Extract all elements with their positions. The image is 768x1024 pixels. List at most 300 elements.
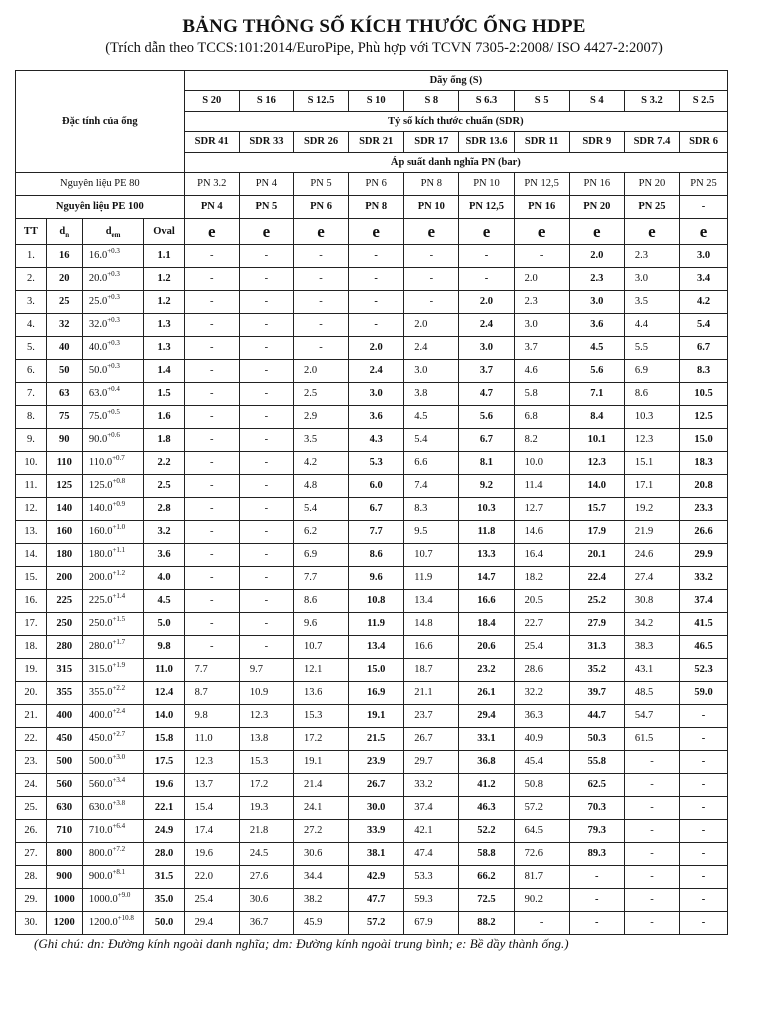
series-cell: S 8 <box>404 91 459 112</box>
wall-thickness-cell: 31.3 <box>569 636 624 659</box>
mean-diameter <box>82 544 144 567</box>
series-cell: S 16 <box>239 91 293 112</box>
nominal-diameter: 450 <box>46 728 82 751</box>
wall-thickness-cell: - <box>239 452 293 475</box>
ovality: 4.5 <box>144 590 184 613</box>
wall-thickness-cell: 8.3 <box>404 498 459 521</box>
tt-header: TT <box>16 219 47 245</box>
wall-thickness-cell: 15.0 <box>349 659 404 682</box>
wall-thickness-cell: 40.9 <box>514 728 569 751</box>
mean-diameter-value: 280.0 <box>88 641 113 652</box>
wall-thickness-cell: - <box>404 245 459 268</box>
wall-thickness-cell: 3.8 <box>404 383 459 406</box>
table-row <box>16 406 728 429</box>
wall-thickness-cell: 12.3 <box>239 705 293 728</box>
row-number: 23. <box>16 751 47 774</box>
mean-diameter <box>82 429 144 452</box>
wall-thickness-cell: 16.4 <box>514 544 569 567</box>
table-row <box>16 475 728 498</box>
wall-thickness-cell: 14.7 <box>459 567 514 590</box>
wall-thickness-cell: 3.0 <box>569 291 624 314</box>
mean-diameter <box>82 452 144 475</box>
mean-diameter <box>82 820 144 843</box>
wall-thickness-cell: 6.9 <box>624 360 679 383</box>
ovality: 1.3 <box>144 314 184 337</box>
row-number: 19. <box>16 659 47 682</box>
pe80-label: Nguyên liệu PE 80 <box>16 173 185 196</box>
mean-diameter-tolerance: +1.0 <box>112 523 126 531</box>
wall-thickness-cell: - <box>680 820 728 843</box>
wall-thickness-cell: 29.4 <box>184 912 239 935</box>
ovality: 2.8 <box>144 498 184 521</box>
wall-thickness-cell: 2.0 <box>404 314 459 337</box>
row-number: 8. <box>16 406 47 429</box>
series-cell: S 5 <box>514 91 569 112</box>
pn-header: Áp suất danh nghĩa PN (bar) <box>184 153 727 173</box>
wall-thickness-cell: 8.3 <box>680 360 728 383</box>
wall-thickness-cell: - <box>404 268 459 291</box>
mean-diameter-value: 225.0 <box>88 595 113 606</box>
wall-thickness-cell: - <box>624 820 679 843</box>
wall-thickness-cell: 2.9 <box>293 406 348 429</box>
wall-thickness-cell: - <box>184 544 239 567</box>
wall-thickness-cell: 33.9 <box>349 820 404 843</box>
wall-thickness-cell: 29.7 <box>404 751 459 774</box>
wall-thickness-cell: 8.6 <box>293 590 348 613</box>
pipe-spec-table <box>15 70 728 935</box>
wall-thickness-cell: 30.8 <box>624 590 679 613</box>
row-number: 1. <box>16 245 47 268</box>
wall-thickness-cell: - <box>184 521 239 544</box>
table-row <box>16 659 728 682</box>
wall-thickness-cell: 9.6 <box>293 613 348 636</box>
wall-thickness-cell: 8.4 <box>569 406 624 429</box>
wall-thickness-cell: 26.6 <box>680 521 728 544</box>
wall-thickness-cell: 52.2 <box>459 820 514 843</box>
nominal-diameter: 180 <box>46 544 82 567</box>
wall-thickness-cell: 2.3 <box>569 268 624 291</box>
nominal-diameter: 125 <box>46 475 82 498</box>
nominal-diameter: 16 <box>46 245 82 268</box>
wall-thickness-cell: - <box>624 797 679 820</box>
ovality: 19.6 <box>144 774 184 797</box>
wall-thickness-cell: 70.3 <box>569 797 624 820</box>
table-row <box>16 774 728 797</box>
nominal-diameter: 110 <box>46 452 82 475</box>
wall-thickness-cell: 14.8 <box>404 613 459 636</box>
wall-thickness-cell: 55.8 <box>569 751 624 774</box>
nominal-diameter: 710 <box>46 820 82 843</box>
wall-thickness-cell: 10.0 <box>514 452 569 475</box>
table-row <box>16 912 728 935</box>
table-row <box>16 613 728 636</box>
pe100-pn-cell: PN 12,5 <box>459 196 514 219</box>
wall-thickness-cell: - <box>184 498 239 521</box>
mean-diameter-value: 63.0 <box>88 388 108 399</box>
mean-diameter <box>82 659 144 682</box>
wall-thickness-cell: 10.7 <box>404 544 459 567</box>
row-number: 22. <box>16 728 47 751</box>
wall-thickness-cell: - <box>239 567 293 590</box>
nominal-diameter: 20 <box>46 268 82 291</box>
pe100-pn-cell: PN 5 <box>239 196 293 219</box>
wall-thickness-cell: - <box>404 291 459 314</box>
wall-thickness-cell: 2.4 <box>459 314 514 337</box>
ovality: 17.5 <box>144 751 184 774</box>
wall-thickness-cell: 45.4 <box>514 751 569 774</box>
row-number: 15. <box>16 567 47 590</box>
mean-diameter-tolerance: +1.1 <box>112 546 126 554</box>
mean-diameter <box>82 682 144 705</box>
wall-thickness-cell: 39.7 <box>569 682 624 705</box>
wall-thickness-cell: - <box>184 406 239 429</box>
nominal-diameter: 40 <box>46 337 82 360</box>
wall-thickness-cell: 5.8 <box>514 383 569 406</box>
wall-thickness-cell: - <box>239 498 293 521</box>
mean-diameter <box>82 728 144 751</box>
ovality: 1.5 <box>144 383 184 406</box>
wall-thickness-cell: 72.5 <box>459 889 514 912</box>
table-row <box>16 245 728 268</box>
wall-thickness-cell: 5.3 <box>349 452 404 475</box>
wall-thickness-cell: - <box>239 406 293 429</box>
nominal-diameter: 75 <box>46 406 82 429</box>
ovality: 1.3 <box>144 337 184 360</box>
wall-thickness-cell: 3.5 <box>293 429 348 452</box>
wall-thickness-cell: - <box>624 774 679 797</box>
pe100-pn-cell: PN 16 <box>514 196 569 219</box>
wall-thickness-cell: 37.4 <box>404 797 459 820</box>
wall-thickness-cell: - <box>680 705 728 728</box>
row-number: 26. <box>16 820 47 843</box>
wall-thickness-cell: 7.1 <box>569 383 624 406</box>
wall-thickness-cell: 8.1 <box>459 452 514 475</box>
wall-thickness-cell: 27.4 <box>624 567 679 590</box>
wall-thickness-cell: - <box>349 291 404 314</box>
table-row <box>16 314 728 337</box>
mean-diameter <box>82 337 144 360</box>
wall-thickness-cell: 22.4 <box>569 567 624 590</box>
wall-thickness-cell: 27.6 <box>239 866 293 889</box>
mean-diameter-value: 500.0 <box>88 756 113 767</box>
wall-thickness-cell: 44.7 <box>569 705 624 728</box>
page-subtitle: (Trích dẫn theo TCCS:101:2014/EuroPipe, Phù hợp với TCVN 7305-2:2008/ ISO 4427-2:2007) <box>105 40 663 56</box>
wall-thickness-cell: - <box>293 337 348 360</box>
e-symbol-cell: e <box>239 219 293 245</box>
wall-thickness-cell: - <box>184 429 239 452</box>
wall-thickness-cell: 25.2 <box>569 590 624 613</box>
wall-thickness-cell: 21.9 <box>624 521 679 544</box>
mean-diameter-value: 450.0 <box>88 733 113 744</box>
wall-thickness-cell: 8.2 <box>514 429 569 452</box>
wall-thickness-cell: 2.3 <box>514 291 569 314</box>
dn-header <box>46 219 82 245</box>
nominal-diameter: 160 <box>46 521 82 544</box>
wall-thickness-cell: 50.8 <box>514 774 569 797</box>
wall-thickness-cell: 10.9 <box>239 682 293 705</box>
series-cell: S 10 <box>349 91 404 112</box>
nominal-diameter: 32 <box>46 314 82 337</box>
ovality: 1.2 <box>144 268 184 291</box>
wall-thickness-cell: - <box>349 268 404 291</box>
sdr-cell: SDR 33 <box>239 132 293 153</box>
wall-thickness-cell: 9.7 <box>239 659 293 682</box>
pe100-pn-cell: PN 8 <box>349 196 404 219</box>
e-symbol-cell: e <box>349 219 404 245</box>
dem-header-subscript: em <box>111 230 121 239</box>
wall-thickness-cell: 4.6 <box>514 360 569 383</box>
ovality: 1.4 <box>144 360 184 383</box>
row-number: 6. <box>16 360 47 383</box>
wall-thickness-cell: 10.5 <box>680 383 728 406</box>
wall-thickness-cell: 26.1 <box>459 682 514 705</box>
pe100-pn-cell: PN 6 <box>293 196 348 219</box>
wall-thickness-cell: 30.6 <box>239 889 293 912</box>
row-number: 16. <box>16 590 47 613</box>
nominal-diameter: 63 <box>46 383 82 406</box>
table-row <box>16 820 728 843</box>
wall-thickness-cell: 57.2 <box>514 797 569 820</box>
mean-diameter-tolerance: +0.8 <box>112 477 126 485</box>
wall-thickness-cell: 46.5 <box>680 636 728 659</box>
wall-thickness-cell: 47.4 <box>404 843 459 866</box>
mean-diameter <box>82 521 144 544</box>
wall-thickness-cell: 20.8 <box>680 475 728 498</box>
nominal-diameter: 400 <box>46 705 82 728</box>
ovality: 1.8 <box>144 429 184 452</box>
wall-thickness-cell: 6.7 <box>459 429 514 452</box>
table-row <box>16 567 728 590</box>
mean-diameter-tolerance: +2.4 <box>112 707 126 715</box>
wall-thickness-cell: 19.3 <box>239 797 293 820</box>
wall-thickness-cell: - <box>569 912 624 935</box>
wall-thickness-cell: - <box>624 843 679 866</box>
table-row <box>16 521 728 544</box>
wall-thickness-cell: 2.5 <box>293 383 348 406</box>
row-number: 14. <box>16 544 47 567</box>
wall-thickness-cell: 15.0 <box>680 429 728 452</box>
row-number: 30. <box>16 912 47 935</box>
wall-thickness-cell: 72.6 <box>514 843 569 866</box>
nominal-diameter: 1200 <box>46 912 82 935</box>
ovality: 14.0 <box>144 705 184 728</box>
sdr-cell: SDR 17 <box>404 132 459 153</box>
wall-thickness-cell: 89.3 <box>569 843 624 866</box>
wall-thickness-cell: 3.0 <box>404 360 459 383</box>
wall-thickness-cell: - <box>239 475 293 498</box>
wall-thickness-cell: 21.5 <box>349 728 404 751</box>
wall-thickness-cell: 19.2 <box>624 498 679 521</box>
wall-thickness-cell: 59.3 <box>404 889 459 912</box>
row-number: 4. <box>16 314 47 337</box>
wall-thickness-cell: 18.3 <box>680 452 728 475</box>
wall-thickness-cell: 29.4 <box>459 705 514 728</box>
mean-diameter <box>82 498 144 521</box>
wall-thickness-cell: - <box>514 245 569 268</box>
wall-thickness-cell: 6.9 <box>293 544 348 567</box>
row-number: 7. <box>16 383 47 406</box>
mean-diameter-value: 50.0 <box>88 365 108 376</box>
mean-diameter-tolerance: +9.0 <box>117 891 131 899</box>
table-row <box>16 429 728 452</box>
wall-thickness-cell: 17.1 <box>624 475 679 498</box>
wall-thickness-cell: 23.7 <box>404 705 459 728</box>
wall-thickness-cell: 5.6 <box>569 360 624 383</box>
wall-thickness-cell: - <box>239 360 293 383</box>
wall-thickness-cell: 4.2 <box>293 452 348 475</box>
wall-thickness-cell: 8.7 <box>184 682 239 705</box>
wall-thickness-cell: 3.7 <box>514 337 569 360</box>
wall-thickness-cell: 27.2 <box>293 820 348 843</box>
table-row <box>16 452 728 475</box>
sdr-cell: SDR 6 <box>680 132 728 153</box>
wall-thickness-cell: 19.1 <box>349 705 404 728</box>
wall-thickness-cell: 59.0 <box>680 682 728 705</box>
wall-thickness-cell: 41.2 <box>459 774 514 797</box>
wall-thickness-cell: 3.5 <box>624 291 679 314</box>
mean-diameter-value: 1200.0 <box>88 917 118 928</box>
oval-header: Oval <box>144 219 184 245</box>
table-row <box>16 383 728 406</box>
nominal-diameter: 50 <box>46 360 82 383</box>
pe80-pn-cell: PN 8 <box>404 173 459 196</box>
wall-thickness-cell: 41.5 <box>680 613 728 636</box>
wall-thickness-cell: - <box>239 544 293 567</box>
wall-thickness-cell: 15.3 <box>239 751 293 774</box>
wall-thickness-cell: 18.2 <box>514 567 569 590</box>
wall-thickness-cell: 3.6 <box>349 406 404 429</box>
mean-diameter-value: 25.0 <box>88 296 108 307</box>
mean-diameter-value: 20.0 <box>88 273 108 284</box>
wall-thickness-cell: 11.9 <box>349 613 404 636</box>
series-cell: S 20 <box>184 91 239 112</box>
wall-thickness-cell: 33.1 <box>459 728 514 751</box>
wall-thickness-cell: 10.3 <box>624 406 679 429</box>
wall-thickness-cell: 16.6 <box>459 590 514 613</box>
wall-thickness-cell: 13.6 <box>293 682 348 705</box>
mean-diameter-tolerance: +0.3 <box>107 316 120 324</box>
mean-diameter-value: 40.0 <box>88 342 108 353</box>
ovality: 1.1 <box>144 245 184 268</box>
wall-thickness-cell: - <box>184 452 239 475</box>
wall-thickness-cell: 7.7 <box>184 659 239 682</box>
wall-thickness-cell: 24.5 <box>239 843 293 866</box>
wall-thickness-cell: 54.7 <box>624 705 679 728</box>
wall-thickness-cell: 36.3 <box>514 705 569 728</box>
wall-thickness-cell: 34.2 <box>624 613 679 636</box>
mean-diameter-tolerance: +0.9 <box>112 500 126 508</box>
wall-thickness-cell: 28.6 <box>514 659 569 682</box>
mean-diameter <box>82 636 144 659</box>
table-row <box>16 751 728 774</box>
wall-thickness-cell: - <box>680 912 728 935</box>
ovality: 31.5 <box>144 866 184 889</box>
wall-thickness-cell: - <box>680 866 728 889</box>
table-row <box>16 498 728 521</box>
pe100-pn-cell: PN 25 <box>624 196 679 219</box>
row-number: 11. <box>16 475 47 498</box>
wall-thickness-cell: 2.0 <box>569 245 624 268</box>
dem-header-symbol: d <box>105 225 112 237</box>
wall-thickness-cell: - <box>514 912 569 935</box>
wall-thickness-cell: 3.6 <box>569 314 624 337</box>
ovality: 4.0 <box>144 567 184 590</box>
mean-diameter-value: 200.0 <box>88 572 113 583</box>
wall-thickness-cell: 4.8 <box>293 475 348 498</box>
e-symbol-cell: e <box>404 219 459 245</box>
ovality: 50.0 <box>144 912 184 935</box>
table-row <box>16 728 728 751</box>
wall-thickness-cell: - <box>239 613 293 636</box>
wall-thickness-cell: - <box>680 751 728 774</box>
wall-thickness-cell: 30.0 <box>349 797 404 820</box>
wall-thickness-cell: 10.8 <box>349 590 404 613</box>
mean-diameter-value: 1000.0 <box>88 894 118 905</box>
wall-thickness-cell: 32.2 <box>514 682 569 705</box>
ovality: 5.0 <box>144 613 184 636</box>
header-row-columns <box>16 219 728 245</box>
page-title: BẢNG THÔNG SỐ KÍCH THƯỚC ỐNG HDPE <box>182 16 586 37</box>
wall-thickness-cell: 3.0 <box>349 383 404 406</box>
wall-thickness-cell: 2.0 <box>349 337 404 360</box>
table-row <box>16 544 728 567</box>
wall-thickness-cell: - <box>349 245 404 268</box>
wall-thickness-cell: - <box>184 383 239 406</box>
ovality: 3.2 <box>144 521 184 544</box>
ovality: 2.5 <box>144 475 184 498</box>
wall-thickness-cell: - <box>239 590 293 613</box>
mean-diameter-tolerance: +0.3 <box>107 247 120 255</box>
wall-thickness-cell: 50.3 <box>569 728 624 751</box>
wall-thickness-cell: 4.4 <box>624 314 679 337</box>
wall-thickness-cell: 24.6 <box>624 544 679 567</box>
wall-thickness-cell: 47.7 <box>349 889 404 912</box>
wall-thickness-cell: - <box>184 245 239 268</box>
nominal-diameter: 1000 <box>46 889 82 912</box>
wall-thickness-cell: 14.0 <box>569 475 624 498</box>
wall-thickness-cell: 13.4 <box>349 636 404 659</box>
wall-thickness-cell: 4.5 <box>569 337 624 360</box>
wall-thickness-cell: 30.6 <box>293 843 348 866</box>
wall-thickness-cell: - <box>624 912 679 935</box>
table-row <box>16 291 728 314</box>
mean-diameter-value: 800.0 <box>88 848 113 859</box>
wall-thickness-cell: 22.0 <box>184 866 239 889</box>
wall-thickness-cell: - <box>184 475 239 498</box>
mean-diameter-tolerance: +0.5 <box>107 408 120 416</box>
wall-thickness-cell: 35.2 <box>569 659 624 682</box>
ovality: 3.6 <box>144 544 184 567</box>
wall-thickness-cell: 33.2 <box>404 774 459 797</box>
series-cell: S 3.2 <box>624 91 679 112</box>
wall-thickness-cell: 19.6 <box>184 843 239 866</box>
nominal-diameter: 560 <box>46 774 82 797</box>
header-row-pe100 <box>16 196 728 219</box>
row-number: 27. <box>16 843 47 866</box>
wall-thickness-cell: 33.2 <box>680 567 728 590</box>
wall-thickness-cell: 9.8 <box>184 705 239 728</box>
wall-thickness-cell: 34.4 <box>293 866 348 889</box>
mean-diameter-tolerance: +3.8 <box>112 799 126 807</box>
row-number: 24. <box>16 774 47 797</box>
wall-thickness-cell: 16.9 <box>349 682 404 705</box>
row-number: 5. <box>16 337 47 360</box>
wall-thickness-cell: 24.1 <box>293 797 348 820</box>
mean-diameter <box>82 360 144 383</box>
sdr-cell: SDR 41 <box>184 132 239 153</box>
mean-diameter-tolerance: +0.6 <box>107 431 120 439</box>
ovality: 9.8 <box>144 636 184 659</box>
